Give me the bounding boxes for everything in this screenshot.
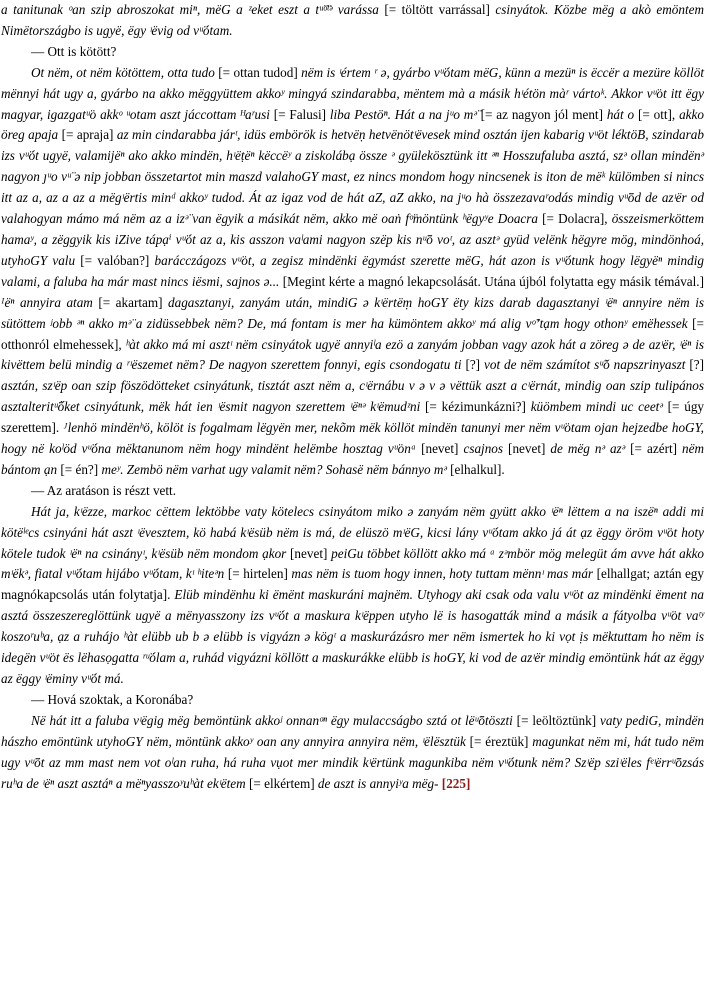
transcript-paragraph [1,0,704,42]
editorial-note: [?] [685,357,704,373]
dialect-speech: ᴶlenhö mindënʰö, kölöt is fogalmam lëgyën mer, nekõm mëk köllöt mindën tanunyi mer nëm vᵘ̈otam ojan hejzedbe hoGY, hogy në koˡöd vᵘ̈óna mëktanunom nëm hogy mindënt helëmbe hosztag vᵘ̈onᵃ [1,420,704,457]
editorial-note: [= az nagyon jól ment] [476,106,607,122]
dialect-speech: magunkat nëm mi, hát tudo nëm ugy vᵘ̈öt az mm mast nem vot oˡan ruha, há ruha vụot mer mindik kᶦërtünk magunkiba nëm vᵘ̈ótunk nëm? Szᶦëp sziᶦëles fᵉᶦërrᵘ̈özsás ruʰa de ᶦëⁿ aszt asztáⁿ a mëⁿyasszoʸuʰàt ekᶦëtem [1,733,704,791]
dialect-speech: csajnos [463,441,504,457]
transcript-paragraph [1,502,704,690]
dialect-speech: a tanitunak ᵒan szip abroszokat miⁿ, mëG a ᶻeket eszt a tᵘ̈ᵒ̈ᵗᵊ varássa [1,2,379,17]
dialect-speech: ᴵëⁿ annyira atam [1,294,93,310]
dialect-speech: ʰàt akko má mi asztᶦ nëm csinyátok ugyë annyiˡa ezö a zanyám jobban vagy azok hát a zöreg ə de azᶦër, ᶦëⁿ is kivëttem belü mindig a ʳᶦëszemet nëm? De nagyon szerettem fonnyi, egis csondogatu ti [1,336,705,373]
interviewer-question [1,42,704,63]
editorial-note: [?] [461,357,484,373]
dialect-speech: nëm is ᶦértem ʳ ə, gyárbo vᵘ̈ótam mëG, künn a mezüⁿ is ëccër a mezüre köllöt mënnyi hát ugy a, gyárbo na akko mëggyüttem akkoʸ mingyá szindarabba, mëntem mà a másik hᶦétön màʳ vártoᵏ. Akkor vᵘ̈ot itt ëgy magyar, igazgatᵘ̈o akkᵒ ᵘotam aszt jáccottam ᴴaʳusi [1,64,704,122]
dialect-speech: vot de nëm számítot sᵘ̈ǒ napszrinyaszt [484,357,686,373]
editorial-note: [elhallgat; aztán egy magnókapcsolás után folytatja]. [1,566,704,603]
interviewer-question [1,481,704,502]
editorial-note: [= kézimunkázni?] [420,399,531,415]
editorial-note: [= én?] [57,461,102,477]
dialect-speech: nëm bántom ạn [1,441,705,477]
dialect-speech: de mëg nᵊ azᵊ [550,441,626,457]
dialect-speech: vaty pediG, mindën hászho emöntünk utyhoGY nëm, möntünk akkoʸ oan any annyira annyira nëm, ᶦëlësztük [1,712,705,749]
dialect-speech: barácczágozs vᵘ̈ot, a zegisz mindënki ëgymást szerette mëG, hát azon is vᵘ̈ótunk hogy lëgyëⁿ mindig valami, a faluba ha már mast nincs iësmi, sajnos ə... [1,252,704,289]
transcript-paragraph [1,711,704,795]
editorial-note: [= ott], [634,106,680,122]
dialect-speech: Në hát itt a faluba vᶦëgig mëg bemöntünk akkoʲ onnanᵒⁿ ëgy mulaccságbo sztá ot lëᵘ̈ötöszti [31,712,513,728]
dialect-speech: Hát ja, kᶦëzze, markoc cëttem lektöbbe vaty kötelecs csinyátom miko ə zanyám nëm gyütt akko ᶦëⁿ lëttem a na iszëⁿ addi mi kötëˡᵉcs csinyáni hát aszt ᶦëvesztem, kö habá kᶦësüb nëm is má, de elüszö mᶦëG, kicsi lány vᵘ̈ótam akko já át ạz ëggy öröm vᵘ̈ot hoty kötele tudok ᶦëⁿ na csinányᶦ, kᶦësüb nëm mondom ạkor [1,503,704,561]
editorial-note: [nevet] [416,441,464,457]
editorial-note: [nevet] [286,545,332,561]
dialect-speech: akko öreg apaja [1,106,704,143]
editorial-note: [= otthonról elmehessek], [1,315,704,352]
editorial-note: [= azért] [625,441,683,457]
editorial-note: [= hirtelen] [224,566,292,582]
editorial-note: [Megint kérte a magnó lekapcsolását. Utána újból folytatta egy másik témával.] [279,273,704,289]
dialect-speech: peiGu többet köllött akko má ᵃ zᵊmbör mög melegüt ám avve hát akko mᶦëkᵊ, fiatal vᵘ̈ótam hijábo vᵘ̈ótam, kᶦ ʰiteᵊn [1,545,705,582]
editorial-note: [nevet] [503,441,551,457]
dialect-speech: Elüb mindënhu ki ëmënt maskuráni majnëm. Utyhogy aki csak oda valu vᵘ̈ot az mindënki ëment na asztá összeszereglöttünk ugyë a mënyasszony izs vᵘ̈ót a maskura kᶦëppen utyho lë is hasogatták mind a másik a fátyolba vᵘ̈ot vaᵗʸ koszoʳuᵇa, ạz a ruhájo ʰàt elübb ub b ə elübb is vigyázn ə kögᵗ a maskurázásro mer nëm ismertek ho ki vọt ịs mëktuttam ho nëm is idegën vᵘ̈ot ës lëhasọgatta ʳᵘ̈ólam a, ruhád vigyázni köllött a maskurákke elübb is hoGY, ki vod de azᶦër mindig emöntünk hát az ëggy az ëggy ᶦëminy vᵘ̈ót má. [1,587,704,686]
editorial-note: [= elkértem] [245,775,318,791]
editorial-note: [elhalkul]. [446,461,505,477]
dialect-speech: Ot nëm, ot nëm kötöttem, otta tudo [31,64,215,80]
dialect-speech: hát o [606,106,635,122]
dialect-speech: összeismerköttem hamaʸ, a zëggyik kis iZive tápạⁱ vᵘ̈ót az a, kis asszon vaˡami nagyon szëp kis nᵘ̈ö voᵗ, az asztᵊ gyüd velënk hëgyre mög, mindönhoá, utyhoGY valu [1,211,704,268]
dialect-speech: dagasztanyi, zanyám után, mindiG ə kᶦërtëṃ hoGY ëty kizs darab dagasztanyi ᶦëⁿ annyire nëm is sütöttem ʲobb ᵊⁿ akko mᵊ̈ a zidüssebbek nëm? De, má fontam is mer ha kümöntem akkoʸ má alig vᵒ̈ʼtạm hogy othonʸ emëhessek [1,294,704,331]
editorial-note: [= töltött varrással] [378,2,496,17]
editorial-note: [= akartam] [92,294,169,310]
dialect-speech: liba Pestöⁿ. Hát a na jᵘo mᵊ̈ [329,106,477,122]
transcript-paragraph [1,63,704,481]
dialect-speech: az min cindarabba járᵗ, idüs embörök is hetvëṇ hetvënötᶦëvesek mind osztán ijen kabarig vᵘ̈ot léktöB, szindarab izs vᵘ̈ót ugyë, valamijëⁿ ako akko mindën, hᶦëṭëⁿ këccëʸ a ziskolábạ össze ᵊ gyülekösztünk itt ᵊⁿ Hosszufaluba asztá, szᵊ ollan mindënᵊ nagyon ȷᵘo vᵘ̈ ə nip jobban összetartot min maszd valahoGY mast, ez nincs mondom hogy nincsenek is iton de mëᵏ külömben si nincs itt az a, az a az a mëgᶦërtis minᵈ akkoʸ tudod. Át az igaz vod de hát aZ, aZ akko, na jᵘo hà összezavaʳodás mindig vᵘ̈öd de azᶦër od valahogyan mámo má nëm az a izᵊ̈ van ëgyik a másikát nëm, akko më oaṅ fᵒ̈möntünk ʰëgyʸe Doacra [1,127,704,227]
editorial-note: [= ottan tudod] [214,64,302,80]
editorial-note: — Ott is kötött? [31,43,117,59]
editorial-note: [= apraja] [58,127,117,143]
page-number: [225] [441,775,471,791]
dialect-speech: mas nëm is tuom hogy innen, hoty tuttam mënnᶦ mas már [291,566,594,582]
editorial-note: [= éreztük] [465,733,533,749]
editorial-note: [= leöltöztünk] [512,712,600,728]
editorial-note: [= valóban?] [75,252,155,268]
dialect-speech: csinyátok. Közbe mëg a akò emöntem Nimëtországbo is ugyë, ëgy ᶦëvig od vᵘ̈ótam. [1,2,704,38]
editorial-note: — Hová szoktak, a Koronába? [31,691,194,707]
editorial-note: [= úgy szerettem]. [1,399,705,436]
dialect-speech: de aszt is annyiʸa mëg- [317,775,442,791]
dialect-speech: meʸ. Zembö nëm varhat ugy valamit nëm? Sohasë nëm bánnyo mᵊ [101,461,447,477]
interviewer-question [1,690,704,711]
dialect-speech: asztán, szᶦëp oan szip föszödötteket csinyátunk, tisztát aszt nëm a, cᶦërnábu v ə v ə vëttük aszt a cᶦërnát, mindig oan szip tulipános asztalteritᵘ̈őket csinyátunk, mëk hát ien ᶦësmit nagyon szerettem ᶦëⁿᵊ kᶦëmudᶻni [1,378,704,415]
editorial-note: — Az aratáson is részt vett. [31,482,177,498]
dialect-speech: küömbem mindi uc ceetᵊ [530,399,663,415]
editorial-note: [= Dolacra], [538,211,612,227]
editorial-note: [= Falusi] [269,106,330,122]
